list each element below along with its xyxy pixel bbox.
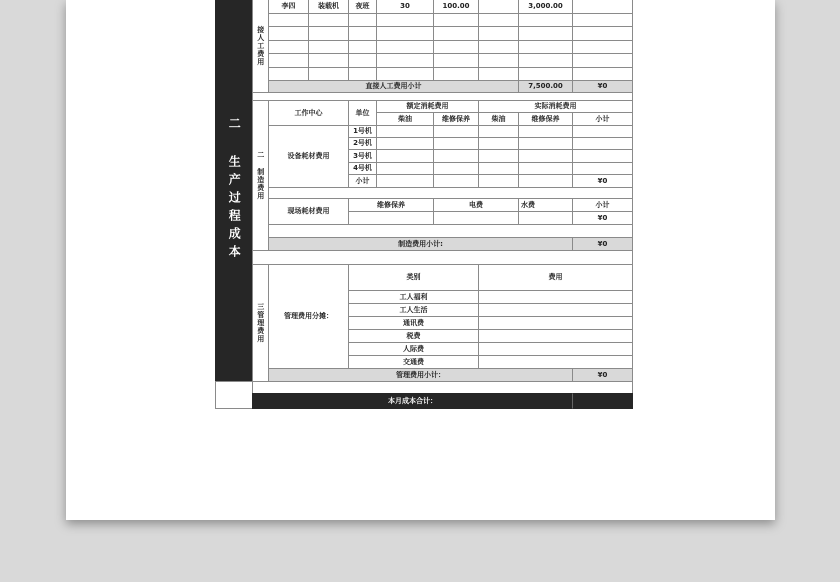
labor-empty-cell[interactable] — [478, 67, 519, 81]
labor-empty-cell[interactable] — [478, 26, 519, 40]
unit-cell[interactable]: 4号机 — [348, 162, 377, 175]
header-subtotal[interactable]: 小计 — [572, 112, 633, 126]
management-side-label[interactable]: 三管理费用 — [252, 264, 269, 382]
header-maintenance[interactable]: 维修保养 — [433, 112, 479, 126]
equipment-cell[interactable] — [376, 149, 434, 163]
management-total-label[interactable]: 管理费用小计： — [268, 368, 573, 382]
header-rated[interactable]: 额定消耗费用 — [376, 100, 479, 113]
header-category[interactable]: 类别 — [348, 264, 479, 291]
labor-empty-cell[interactable] — [348, 67, 377, 81]
equipment-cell[interactable] — [518, 149, 573, 163]
equipment-cell[interactable] — [518, 174, 573, 188]
site-total[interactable]: ¥0 — [572, 211, 633, 225]
labor-empty-cell[interactable] — [478, 53, 519, 67]
labor-empty-cell[interactable] — [518, 13, 573, 27]
allocation-label[interactable]: 管理费用分摊： — [268, 264, 349, 369]
equipment-cell[interactable] — [433, 174, 479, 188]
equipment-cell[interactable] — [478, 174, 519, 188]
labor-empty-cell[interactable] — [478, 13, 519, 27]
labor-empty-cell[interactable] — [348, 26, 377, 40]
cost-cell[interactable] — [478, 303, 633, 317]
blank-row[interactable] — [268, 224, 633, 238]
labor-subtotal-total[interactable]: ¥0 — [572, 80, 633, 93]
category-item[interactable]: 工人福利 — [348, 290, 479, 304]
category-item[interactable]: 人际费 — [348, 342, 479, 356]
labor-empty-cell[interactable] — [348, 40, 377, 54]
category-item[interactable]: 税费 — [348, 329, 479, 343]
cost-cell[interactable] — [478, 290, 633, 304]
cost-cell[interactable] — [478, 329, 633, 343]
labor-empty-cell[interactable] — [308, 40, 349, 54]
labor-empty-cell[interactable] — [518, 67, 573, 81]
equipment-label[interactable]: 设备耗材费用 — [268, 125, 349, 188]
section-label-production[interactable]: 二 生产过程成本 — [215, 0, 253, 382]
site-maintenance-header[interactable]: 维修保养 — [348, 198, 434, 212]
labor-empty-cell[interactable] — [572, 67, 633, 81]
labor-empty-cell[interactable] — [376, 40, 434, 54]
labor-empty-cell[interactable] — [376, 53, 434, 67]
labor-empty-cell[interactable] — [433, 53, 479, 67]
header-cost[interactable]: 费用 — [478, 264, 633, 291]
labor-subtotal-label[interactable]: 直接人工费用小计 — [268, 80, 519, 93]
category-item[interactable]: 交通费 — [348, 355, 479, 369]
labor-empty-cell[interactable] — [376, 67, 434, 81]
unit-cell[interactable]: 1号机 — [348, 125, 377, 138]
category-item[interactable]: 工人生活 — [348, 303, 479, 317]
labor-empty-cell[interactable] — [518, 40, 573, 54]
labor-empty-cell[interactable] — [376, 26, 434, 40]
blank-cell[interactable] — [215, 381, 253, 409]
labor-empty-cell[interactable] — [348, 13, 377, 27]
site-electricity-header[interactable]: 电费 — [433, 198, 519, 212]
labor-empty-cell[interactable] — [268, 67, 309, 81]
header-actual[interactable]: 实际消耗费用 — [478, 100, 633, 113]
labor-empty-cell[interactable] — [308, 53, 349, 67]
labor-empty-cell[interactable] — [572, 53, 633, 67]
header-maintenance-actual[interactable]: 维修保养 — [518, 112, 573, 126]
equipment-cell[interactable] — [572, 149, 633, 163]
unit-cell[interactable]: 3号机 — [348, 149, 377, 163]
grand-total-value[interactable] — [572, 393, 633, 409]
grand-total-label[interactable]: 本月成本合计： — [252, 393, 573, 409]
site-label[interactable]: 现场耗材费用 — [268, 198, 349, 225]
cost-cell[interactable] — [478, 316, 633, 330]
labor-empty-cell[interactable] — [518, 53, 573, 67]
labor-empty-cell[interactable] — [376, 13, 434, 27]
labor-empty-cell[interactable] — [433, 13, 479, 27]
labor-cell[interactable]: 3,000.00 — [518, 0, 573, 14]
equipment-cell[interactable] — [433, 149, 479, 163]
labor-empty-cell[interactable] — [308, 67, 349, 81]
labor-empty-cell[interactable] — [572, 40, 633, 54]
labor-cell[interactable] — [478, 0, 519, 14]
labor-cell[interactable] — [572, 0, 633, 14]
labor-side-label[interactable]: 接人工费用 — [252, 0, 269, 93]
labor-empty-cell[interactable] — [348, 53, 377, 67]
labor-cell[interactable]: 30 — [376, 0, 434, 14]
labor-cell[interactable]: 装载机 — [308, 0, 349, 14]
equipment-cell[interactable]: ¥0 — [572, 174, 633, 188]
manufacturing-side-label[interactable]: 二 制造费用 — [252, 100, 269, 251]
header-diesel-actual[interactable]: 柴油 — [478, 112, 519, 126]
header-work-center[interactable]: 工作中心 — [268, 100, 349, 126]
labor-empty-cell[interactable] — [308, 26, 349, 40]
header-diesel[interactable]: 柴油 — [376, 112, 434, 126]
labor-empty-cell[interactable] — [572, 13, 633, 27]
labor-empty-cell[interactable] — [308, 13, 349, 27]
labor-subtotal-amount[interactable]: 7,500.00 — [518, 80, 573, 93]
labor-empty-cell[interactable] — [518, 26, 573, 40]
labor-cell[interactable]: 100.00 — [433, 0, 479, 14]
manufacturing-total[interactable]: ¥0 — [572, 237, 633, 251]
labor-empty-cell[interactable] — [433, 26, 479, 40]
unit-cell[interactable]: 2号机 — [348, 137, 377, 150]
category-item[interactable]: 通讯费 — [348, 316, 479, 330]
equipment-cell[interactable] — [376, 174, 434, 188]
management-total[interactable]: ¥0 — [572, 368, 633, 382]
labor-empty-cell[interactable] — [268, 26, 309, 40]
cost-cell[interactable] — [478, 342, 633, 356]
equipment-cell[interactable] — [478, 149, 519, 163]
site-water-header[interactable]: 水费 — [518, 198, 573, 212]
labor-cell[interactable]: 夜班 — [348, 0, 377, 14]
header-unit[interactable]: 单位 — [348, 100, 377, 126]
labor-empty-cell[interactable] — [268, 40, 309, 54]
labor-empty-cell[interactable] — [433, 40, 479, 54]
site-cell[interactable] — [518, 211, 573, 225]
site-cell[interactable] — [433, 211, 519, 225]
labor-empty-cell[interactable] — [268, 53, 309, 67]
site-subtotal-header[interactable]: 小计 — [572, 198, 633, 212]
unit-cell[interactable]: 小计 — [348, 174, 377, 188]
manufacturing-total-label[interactable]: 制造费用小计: — [268, 237, 573, 251]
labor-empty-cell[interactable] — [478, 40, 519, 54]
labor-empty-cell[interactable] — [433, 67, 479, 81]
cost-cell[interactable] — [478, 355, 633, 369]
labor-empty-cell[interactable] — [268, 13, 309, 27]
spacer-row[interactable] — [252, 250, 633, 265]
labor-cell[interactable]: 李四 — [268, 0, 309, 14]
labor-empty-cell[interactable] — [572, 26, 633, 40]
site-cell[interactable] — [348, 211, 434, 225]
